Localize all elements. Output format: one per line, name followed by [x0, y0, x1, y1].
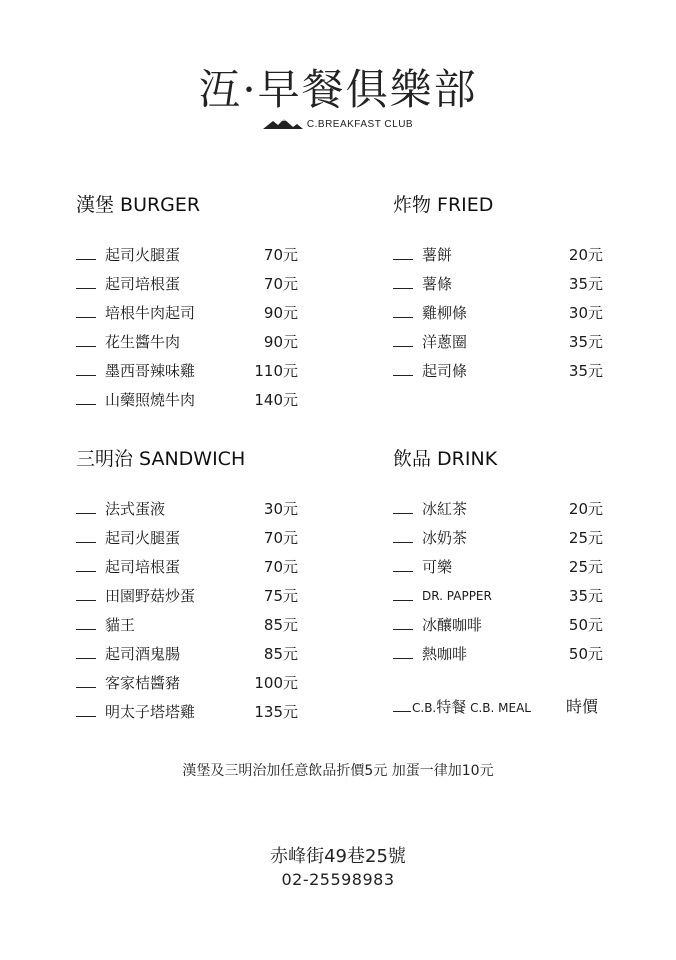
- item-price: 75元: [263, 587, 298, 605]
- item-price: 20元: [568, 246, 603, 264]
- page-title: 沍·早餐俱樂部: [198, 65, 478, 114]
- mountain-icon: [263, 118, 303, 130]
- menu-item: [76, 299, 298, 328]
- item-price: 85元: [263, 645, 298, 663]
- menu-header: [0, 62, 676, 130]
- item-price: 20元: [568, 500, 603, 518]
- item-price: 25元: [568, 558, 603, 576]
- menu-item: [76, 611, 298, 640]
- fried-section: [393, 193, 603, 386]
- meal-name-zh: 特餐: [436, 698, 467, 716]
- item-name: 法式蛋液: [105, 500, 166, 518]
- order-blank: [393, 513, 413, 514]
- item-name: 起司培根蛋: [105, 275, 181, 293]
- menu-item: [393, 299, 603, 328]
- order-blank: [393, 259, 413, 260]
- item-price: 140元: [254, 391, 298, 409]
- menu-item: [393, 241, 603, 270]
- item-name: 田園野菇炒蛋: [105, 587, 196, 605]
- meal-name-en: C.B. MEAL: [470, 701, 531, 715]
- item-price: 35元: [568, 333, 603, 351]
- section-title-burger: 漢堡 BURGER: [76, 194, 201, 216]
- item-name: 洋蔥圈: [422, 333, 468, 351]
- menu-item: [76, 640, 298, 669]
- item-name: 可樂: [422, 558, 453, 576]
- order-blank: [76, 375, 96, 376]
- order-blank: [76, 259, 96, 260]
- phone-number: 02-25598983: [281, 870, 395, 889]
- menu-item: [76, 582, 298, 611]
- menu-item: [393, 582, 603, 611]
- item-name: DR. PAPPER: [422, 589, 492, 603]
- item-price: 時價: [565, 697, 598, 716]
- menu-item: [76, 495, 298, 524]
- burger-section: [76, 193, 298, 415]
- order-blank: [76, 571, 96, 572]
- item-price: 50元: [568, 645, 603, 663]
- section-title-sandwich: 三明治 SANDWICH: [76, 448, 246, 470]
- order-blank: [393, 317, 413, 318]
- order-blank: [76, 513, 96, 514]
- item-name: [412, 695, 531, 720]
- order-blank: [76, 600, 96, 601]
- item-price: 30元: [568, 304, 603, 322]
- order-blank: [76, 658, 96, 659]
- item-name: 冰奶茶: [422, 529, 468, 547]
- item-price: 35元: [568, 587, 603, 605]
- menu-item: [393, 640, 603, 669]
- order-blank: [393, 346, 413, 347]
- item-name: 貓王: [105, 616, 136, 634]
- item-price: 100元: [254, 674, 298, 692]
- order-blank: [393, 629, 413, 630]
- sandwich-section: [76, 447, 298, 727]
- order-blank: [393, 600, 413, 601]
- order-blank: [76, 288, 96, 289]
- menu-item: [393, 328, 603, 357]
- menu-item: [393, 270, 603, 299]
- item-price: 50元: [568, 616, 603, 634]
- brand-row: [0, 118, 676, 130]
- item-name: 客家桔醬豬: [105, 674, 181, 692]
- order-blank: [393, 571, 413, 572]
- menu-item: [393, 495, 603, 524]
- item-name: 起司酒鬼腸: [105, 645, 181, 663]
- item-name: 熱咖啡: [422, 645, 468, 663]
- order-blank: [76, 629, 96, 630]
- menu-item: [76, 698, 298, 727]
- item-name: 冰釀咖啡: [422, 616, 483, 634]
- order-blank: [76, 716, 96, 717]
- item-name: 培根牛肉起司: [105, 304, 196, 322]
- menu-item: [76, 357, 298, 386]
- order-blank: [76, 346, 96, 347]
- item-name: 明太子塔塔雞: [105, 703, 196, 721]
- item-price: 70元: [263, 246, 298, 264]
- brand-subtitle: C.BREAKFAST CLUB: [306, 118, 414, 130]
- order-blank: [393, 658, 413, 659]
- item-price: 110元: [254, 362, 298, 380]
- menu-item: [76, 241, 298, 270]
- item-name: 起司條: [422, 362, 468, 380]
- order-blank: [393, 288, 413, 289]
- item-name: 花生醬牛肉: [105, 333, 181, 351]
- item-name: 起司培根蛋: [105, 558, 181, 576]
- order-blank: [76, 404, 96, 405]
- item-name: 墨西哥辣味雞: [105, 362, 196, 380]
- item-price: 35元: [568, 362, 603, 380]
- menu-item: [393, 357, 603, 386]
- menu-item: [76, 524, 298, 553]
- section-title-drink: 飲品 DRINK: [393, 448, 498, 470]
- item-price: 70元: [263, 529, 298, 547]
- address: 赤峰街49巷25號: [270, 846, 406, 867]
- menu-item: [393, 611, 603, 640]
- section-title-fried: 炸物 FRIED: [393, 194, 494, 216]
- item-name: 雞柳條: [422, 304, 468, 322]
- order-blank: [76, 317, 96, 318]
- item-price: 90元: [263, 304, 298, 322]
- menu-item: [76, 669, 298, 698]
- item-price: 70元: [263, 558, 298, 576]
- item-price: 35元: [568, 275, 603, 293]
- order-blank: [76, 687, 96, 688]
- discount-note: 漢堡及三明治加任意飲品折價5元 加蛋一律加10元: [182, 763, 494, 779]
- item-price: 25元: [568, 529, 603, 547]
- item-name: 冰紅茶: [422, 500, 468, 518]
- meal-prefix: C.B.: [412, 701, 437, 715]
- item-name: 起司火腿蛋: [105, 529, 181, 547]
- menu-item: [76, 553, 298, 582]
- order-blank: [76, 542, 96, 543]
- item-name: 起司火腿蛋: [105, 246, 181, 264]
- menu-item: [393, 524, 603, 553]
- item-price: 30元: [263, 500, 298, 518]
- item-name: 薯餅: [422, 246, 453, 264]
- menu-item: [76, 328, 298, 357]
- order-blank: [393, 542, 413, 543]
- item-name: 薯條: [422, 275, 453, 293]
- order-blank: [393, 711, 411, 712]
- item-price: 70元: [263, 275, 298, 293]
- menu-item: [393, 553, 603, 582]
- item-name: 山藥照燒牛肉: [105, 391, 196, 409]
- order-blank: [393, 375, 413, 376]
- menu-item: [76, 270, 298, 299]
- menu-item: [76, 386, 298, 415]
- cb-meal-item: [393, 695, 608, 719]
- item-price: 90元: [263, 333, 298, 351]
- item-price: 135元: [254, 703, 298, 721]
- item-price: 85元: [263, 616, 298, 634]
- drink-section: [393, 447, 603, 669]
